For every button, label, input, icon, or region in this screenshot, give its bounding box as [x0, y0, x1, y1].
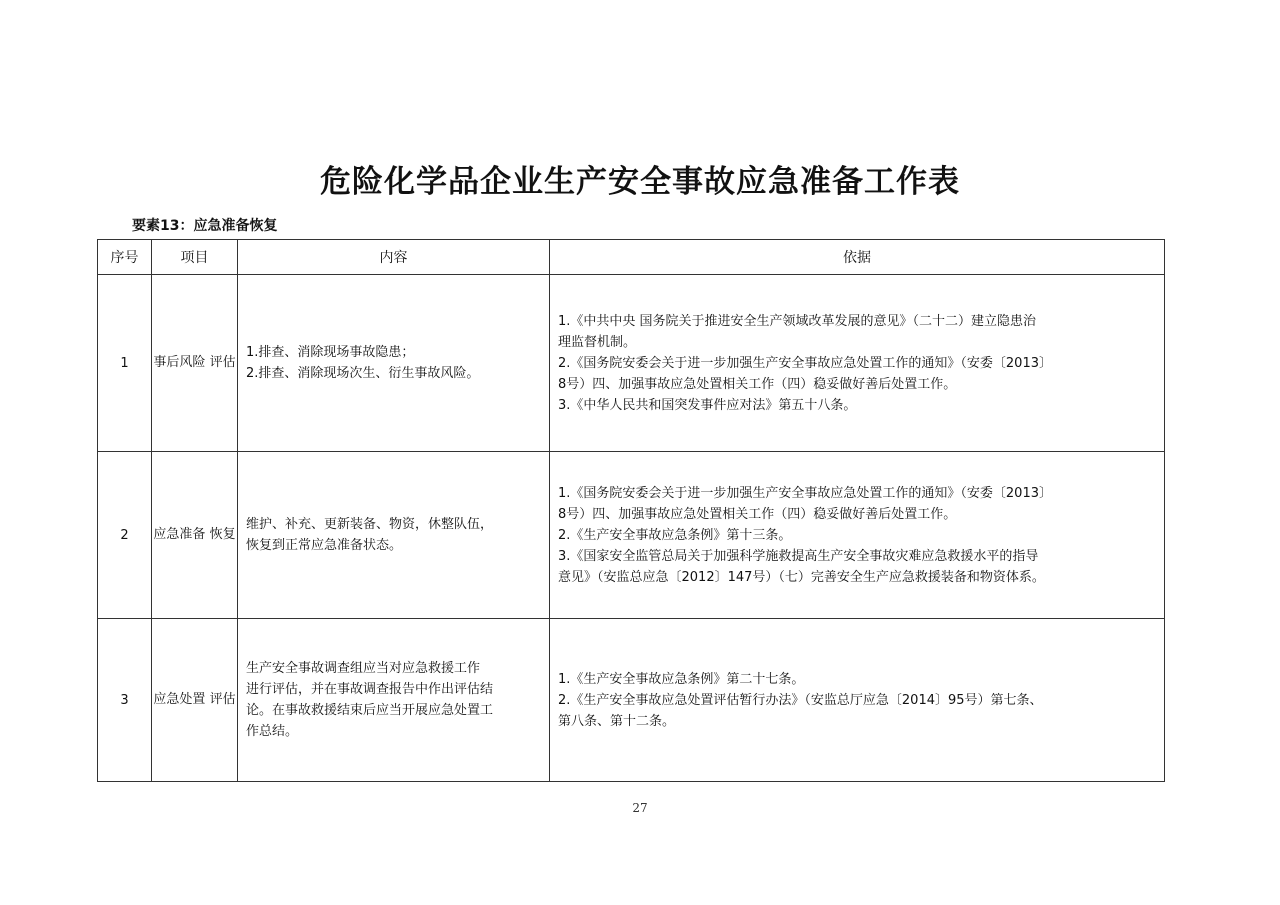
page-title: 危险化学品企业生产安全事故应急准备工作表	[320, 164, 960, 200]
item-line: 应急准备	[153, 527, 206, 542]
preparation-table	[97, 239, 1165, 782]
header-item: 项目	[152, 240, 238, 275]
item-line: 评估	[209, 692, 236, 707]
item-line: 应急处置	[153, 692, 206, 707]
basis-line: 意见》（安监总应急〔2012〕147号）（七）完善安全生产应急救援装备和物资体系。	[558, 569, 1045, 585]
row-number: 3	[98, 619, 152, 782]
header-content: 内容	[238, 240, 550, 275]
row-content	[238, 452, 550, 619]
row-number: 2	[98, 452, 152, 619]
content-line: 进行评估，并在事故调查报告中作出评估结	[246, 682, 494, 697]
basis-line: 2.《国务院安委会关于进一步加强生产安全事故应急处置工作的通知》（安委〔2013〕	[558, 355, 1052, 371]
basis-line: 1.《生产安全事故应急条例》第二十七条。	[558, 671, 805, 687]
content-line: 1.排查、消除现场事故隐患；	[246, 345, 415, 360]
section-subtitle: 要素13：应急准备恢复	[132, 218, 278, 234]
basis-line: 2.《生产安全事故应急条例》第十三条。	[558, 527, 792, 543]
basis-line: 3.《国家安全监管总局关于加强科学施救提高生产安全事故灾难应急救援水平的指导	[558, 548, 1039, 564]
row-item	[152, 452, 238, 619]
table-header-row	[98, 240, 1165, 275]
content-line: 恢复到正常应急准备状态。	[246, 538, 403, 553]
row-number: 1	[98, 275, 152, 452]
content-line: 论。在事故救援结束后应当开展应急处置工	[246, 703, 494, 718]
table-row	[98, 619, 1165, 782]
content-line: 2.排查、消除现场次生、衍生事故风险。	[246, 366, 480, 381]
row-item	[152, 275, 238, 452]
header-no: 序号	[98, 240, 152, 275]
basis-line: 3.《中华人民共和国突发事件应对法》第五十八条。	[558, 397, 857, 413]
table-row	[98, 452, 1165, 619]
basis-line: 理监督机制。	[558, 334, 637, 350]
basis-line: 8号）四、加强事故应急处置相关工作（四）稳妥做好善后处置工作。	[558, 376, 957, 392]
row-basis	[550, 619, 1165, 782]
row-content	[238, 619, 550, 782]
content-line: 作总结。	[246, 724, 299, 739]
header-basis: 依据	[550, 240, 1165, 275]
row-basis	[550, 452, 1165, 619]
basis-line: 第八条、第十二条。	[558, 713, 676, 729]
item-line: 评估	[209, 355, 236, 370]
row-basis	[550, 275, 1165, 452]
row-content	[238, 275, 550, 452]
item-line: 事后风险	[153, 355, 206, 370]
table-row	[98, 275, 1165, 452]
page-number: 27	[632, 801, 648, 815]
content-line: 维护、补充、更新装备、物资，休整队伍，	[246, 517, 494, 532]
item-line: 恢复	[209, 527, 236, 542]
basis-line: 8号）四、加强事故应急处置相关工作（四）稳妥做好善后处置工作。	[558, 506, 957, 522]
content-line: 生产安全事故调查组应当对应急救援工作	[246, 661, 481, 676]
basis-line: 2.《生产安全事故应急处置评估暂行办法》（安监总厅应急〔2014〕95号）第七条、	[558, 692, 1043, 708]
basis-line: 1.《中共中央 国务院关于推进安全生产领域改革发展的意见》（二十二）建立隐患治	[558, 313, 1037, 329]
basis-line: 1.《国务院安委会关于进一步加强生产安全事故应急处置工作的通知》（安委〔2013〕	[558, 485, 1052, 501]
row-item	[152, 619, 238, 782]
